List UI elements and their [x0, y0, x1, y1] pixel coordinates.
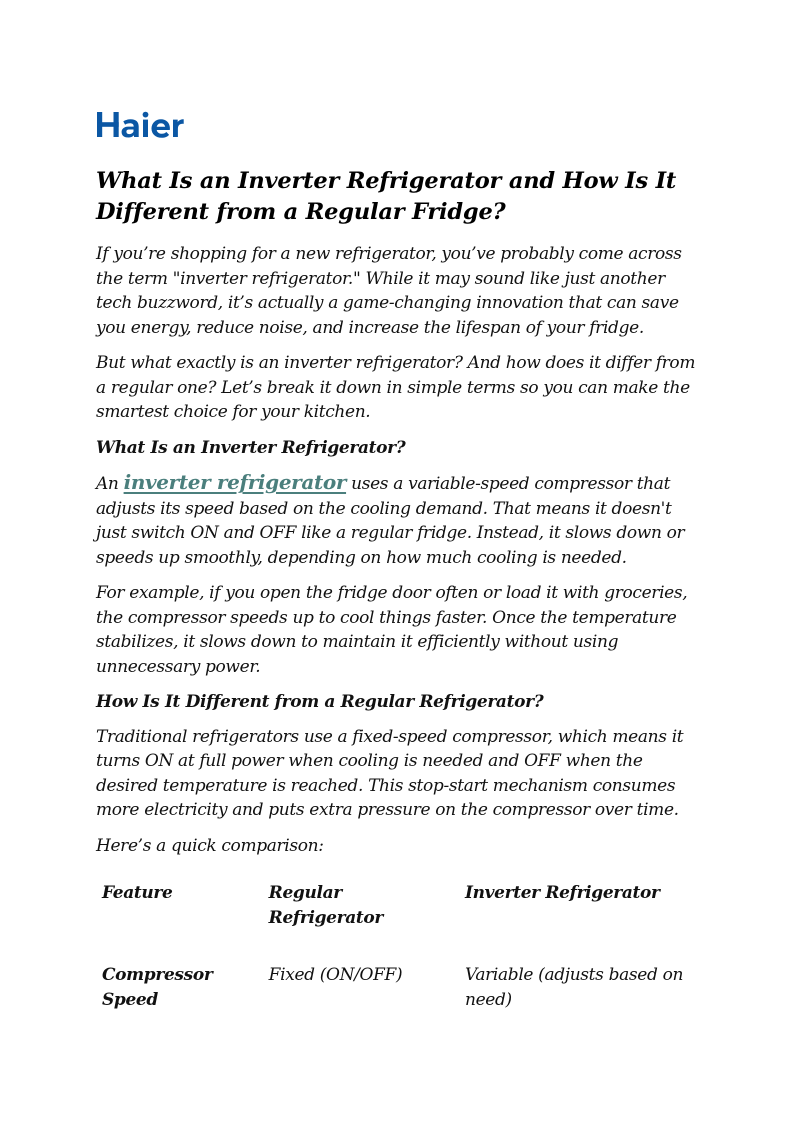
header-inverter: Inverter Refrigerator [465, 883, 660, 903]
svg-text:Haier: Haier [96, 104, 99, 105]
row-regular: Fixed (ON/OFF) [268, 965, 403, 985]
header-feature: Feature [102, 883, 173, 903]
row-feature: Compressor Speed [102, 965, 213, 1010]
row-inverter: Variable (adjusts based on need) [465, 965, 684, 1010]
section-heading-difference: How Is It Different from a Regular Refrigerator? [96, 692, 544, 712]
haier-logo [96, 104, 196, 144]
header-regular: Regular Refrigerator [268, 883, 383, 928]
intro-paragraph-1: If you’re shopping for a new refrigerator, you’ve probably come across the term "inverter refrigerator." While it may sound like just another tech buzzword, it’s actually a game-changing innovation that can save you energy, reduce noise, and increase the lifespan of your fridge. [96, 244, 682, 338]
table-row [96, 954, 700, 1036]
haier-logo-mark [96, 104, 196, 144]
definition-suffix: uses a variable-speed compressor that adjusts its speed based on the cooling demand. That means it doesn't just switch ON and OFF like a regular fridge. Instead, it slows down or speeds up smoothly, depending on how much cooling is needed. [96, 474, 685, 568]
article [96, 166, 700, 1036]
article-title: What Is an Inverter Refrigerator and How Is It Different from a Regular Fridge? [96, 168, 677, 225]
definition-prefix: An [96, 474, 124, 494]
example-paragraph: For example, if you open the fridge door often or load it with groceries, the compressor speeds up to cool things faster. Once the temperature stabilizes, it slows down to maintain it efficiently without using unnecessary power. [96, 583, 688, 677]
comparison-table [96, 872, 700, 1036]
section-heading-what-is: What Is an Inverter Refrigerator? [96, 437, 406, 458]
comparison-intro: Here’s a quick comparison: [96, 835, 324, 856]
inverter-refrigerator-link[interactable]: inverter refrigerator [123, 470, 347, 494]
definition-paragraph [96, 470, 700, 570]
intro-paragraph-2: But what exactly is an inverter refrigerator? And how does it differ from a regular one? Let’s break it down in simple terms so you can make the smartest choice for your kitchen. [96, 353, 696, 422]
difference-paragraph: Traditional refrigerators use a fixed-speed compressor, which means it turns ON at full power when cooling is needed and OFF when the desired temperature is reached. This stop-start mechanism consumes more electricity and puts extra pressure on the compressor over time. [96, 726, 684, 820]
table-header-row [96, 872, 700, 954]
